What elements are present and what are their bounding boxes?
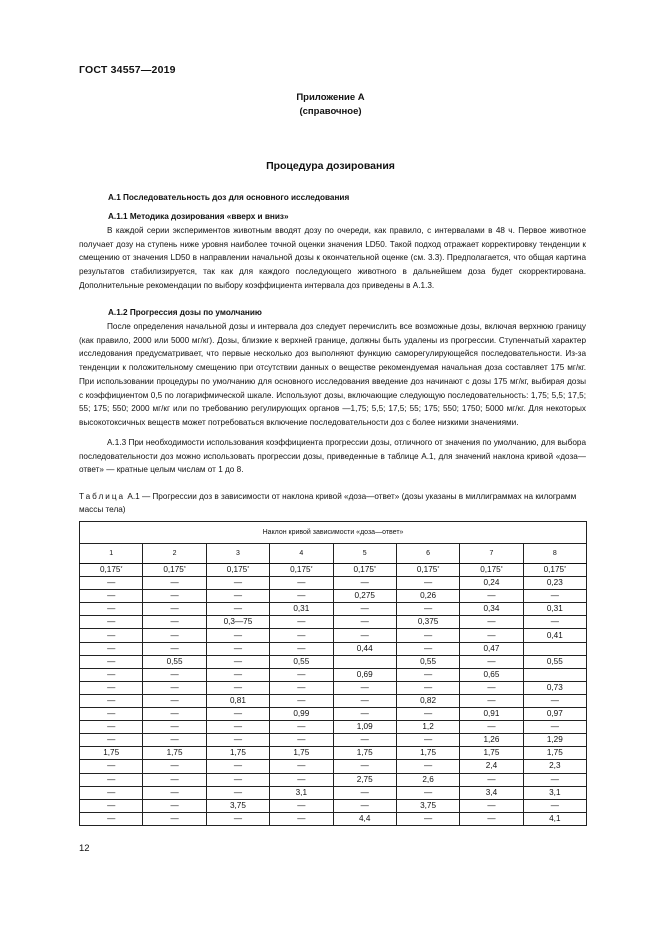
- table-cell: —: [80, 603, 143, 616]
- table-cell: 1,75: [396, 747, 459, 760]
- table-cell: [333, 655, 396, 668]
- table-cell: 0,73: [523, 681, 586, 694]
- table-cell: —: [270, 734, 333, 747]
- table-cell: [333, 564, 396, 577]
- table-cell: —: [523, 590, 586, 603]
- table-cell: —: [143, 694, 206, 707]
- table-cell: —: [523, 616, 586, 629]
- table-cell: —: [206, 786, 269, 799]
- table-cell: —: [206, 681, 269, 694]
- table-cell: 0,23: [523, 577, 586, 590]
- table-cell: —: [396, 708, 459, 721]
- table-cell: —: [80, 655, 143, 668]
- table-cell: —: [143, 642, 206, 655]
- table-cell: —: [523, 773, 586, 786]
- table-cell: —: [333, 760, 396, 773]
- table-cell: —: [333, 577, 396, 590]
- table-cell: —: [80, 590, 143, 603]
- table-row: [80, 812, 587, 825]
- table-row: [80, 577, 587, 590]
- table-cell: —: [206, 577, 269, 590]
- table-cell: —: [80, 799, 143, 812]
- table-column-number: 2: [143, 544, 206, 564]
- table-cell: —: [206, 590, 269, 603]
- table-cell: —: [460, 655, 523, 668]
- table-cell: 0,99: [270, 708, 333, 721]
- table-cell: —: [396, 681, 459, 694]
- table-cell: —: [143, 734, 206, 747]
- procedure-title: Процедура дозирования: [266, 160, 395, 172]
- table-cell: —: [396, 760, 459, 773]
- table-cell: 0,275: [333, 590, 396, 603]
- annex-subtitle: (справочное): [299, 106, 362, 117]
- table-cell: 2,3: [523, 760, 586, 773]
- table-cell: —: [270, 577, 333, 590]
- table-cell: —: [206, 812, 269, 825]
- section-a12-heading: А.1.2 Прогрессия дозы по умолчанию: [108, 308, 262, 317]
- table-cell: —: [206, 760, 269, 773]
- table-cell: —: [333, 708, 396, 721]
- cell-value: 0,175: [290, 565, 311, 575]
- table-cell: —: [143, 721, 206, 734]
- table-row: [80, 616, 587, 629]
- table-cell: —: [270, 773, 333, 786]
- table-group-header-row: [80, 522, 587, 544]
- table-first-row: [80, 564, 587, 577]
- table-cell: —: [333, 616, 396, 629]
- table-cell: —: [80, 773, 143, 786]
- table-cell: 2,4: [460, 760, 523, 773]
- table-cell: 0,3—75: [206, 616, 269, 629]
- table-cell: —: [460, 629, 523, 642]
- table-cell: —: [143, 668, 206, 681]
- table-cell: —: [206, 773, 269, 786]
- table-cell: —: [523, 799, 586, 812]
- table-cell: —: [396, 734, 459, 747]
- table-row: [80, 590, 587, 603]
- table-cell: 0,26: [396, 590, 459, 603]
- table-cell: —: [206, 629, 269, 642]
- cell-value: 0,175: [226, 565, 248, 575]
- table-cell: —: [143, 577, 206, 590]
- table-cell: 0,55: [523, 655, 586, 668]
- table-cell: —: [460, 721, 523, 734]
- table-cell: —: [460, 799, 523, 812]
- cell-value: 0,175: [163, 565, 184, 575]
- table-cell: —: [80, 694, 143, 707]
- table-cell: —: [80, 616, 143, 629]
- table-cell: 2,75: [333, 773, 396, 786]
- table-cell: —: [206, 642, 269, 655]
- table-row: [80, 642, 587, 655]
- table-cell: —: [460, 681, 523, 694]
- table-cell: —: [143, 760, 206, 773]
- table-cell: 0,44: [333, 642, 396, 655]
- footnote-mark: *: [120, 566, 123, 573]
- table-row: [80, 668, 587, 681]
- table-cell: [523, 668, 586, 681]
- paragraph-a11: В каждой серии экспериментов животным вводят дозу по очереди, как правило, с интервалами в 48 ч. Первое животное получает дозу на ступень ниже уровня наиболее точной оценки значения LD50. Такой подход отражает корректировку тенденции к смещению от значения LD50 в направлении начальной дозы к окончательной оценке (см. 3.3). Предполагается, что общая картина результатов стабилизируется, так как для каждого последующего животного в дальнейшем доза будет скорректирована. Дополнительные рекомендации по выбору коэффициента интервала доз приведены в А.1.3.: [79, 226, 586, 290]
- table-cell: —: [333, 681, 396, 694]
- table-row: [80, 799, 587, 812]
- table-cell: —: [80, 708, 143, 721]
- table-cell: —: [206, 603, 269, 616]
- table-row: [80, 747, 587, 760]
- table-cell: —: [396, 577, 459, 590]
- table-cell: —: [270, 694, 333, 707]
- table-cell: 1,75: [270, 747, 333, 760]
- table-cell: —: [80, 577, 143, 590]
- table-cell: —: [270, 616, 333, 629]
- table-cell: —: [333, 603, 396, 616]
- table-cell: 0,55: [143, 655, 206, 668]
- table-row: [80, 786, 587, 799]
- table-cell: —: [333, 799, 396, 812]
- table-cell: —: [333, 694, 396, 707]
- page-number: 12: [79, 843, 90, 854]
- table-cell: —: [460, 590, 523, 603]
- table-cell: —: [80, 786, 143, 799]
- table-cell: —: [206, 708, 269, 721]
- table-cell: [460, 564, 523, 577]
- table-cell: —: [270, 799, 333, 812]
- table-cell: —: [396, 668, 459, 681]
- paragraph-a12: После определения начальной дозы и интервала доз следует перечислить все возможные дозы, включая верхнюю границу (как правило, 2000 или 5000 мг/кг). Дозы, близкие к верхней границе, должны быть удалены из прогрессии. Ступенчатый характер исследования предусматривает, что первые несколько доз выполняют функцию саморегулирующейся последовательности. Из-за тенденции к положительному смещению при отсутствии данных о веществе рекомендуемая начальная доза составляет 175 мг/кг. При использовании процедуры по умолчанию для основного исследования введение доз начинают с дозы 175 мг/кг, выбирая дозы с коэффициентом 0,5 по логарифмической шкале. Используют дозы, включающие следующую последовательность: 1,75; 5,5; 17,5; 55; 175; 550; 2000 мг/кг или по требованию регулирующих органов —1,75; 5,5; 17,5; 55; 175; 550; 1750; 5000 мг/кг. Для некоторых высокотоксичных веществ может потребоваться включение последовательности доз с более низкими значениями.: [79, 322, 586, 427]
- table-cell: 1,29: [523, 734, 586, 747]
- table-cell: [270, 564, 333, 577]
- table-caption-label: Таблица: [79, 492, 126, 501]
- table-cell: 0,55: [270, 655, 333, 668]
- table-column-number: 4: [270, 544, 333, 564]
- dose-progression-table: [79, 521, 587, 826]
- table-cell: —: [460, 694, 523, 707]
- table-column-number-row: [80, 544, 587, 564]
- table-row: [80, 603, 587, 616]
- table-cell: —: [270, 668, 333, 681]
- table-cell: —: [80, 734, 143, 747]
- table-cell: —: [80, 642, 143, 655]
- footnote-mark: *: [564, 566, 567, 573]
- table-caption: [79, 490, 589, 516]
- table-cell: 0,82: [396, 694, 459, 707]
- footnote-mark: *: [500, 566, 503, 573]
- table-cell: —: [80, 760, 143, 773]
- table-cell: 1,2: [396, 721, 459, 734]
- table-cell: 0,69: [333, 668, 396, 681]
- table-cell: 0,31: [270, 603, 333, 616]
- table-cell: 1,75: [206, 747, 269, 760]
- cell-value: 0,175: [353, 565, 374, 575]
- table-cell: 0,31: [523, 603, 586, 616]
- table-cell: [206, 564, 269, 577]
- table-cell: 0,24: [460, 577, 523, 590]
- table-cell: —: [270, 642, 333, 655]
- table-cell: —: [460, 773, 523, 786]
- table-row: [80, 734, 587, 747]
- table-cell: 3,4: [460, 786, 523, 799]
- table-cell: 0,375: [396, 616, 459, 629]
- table-cell: 1,75: [143, 747, 206, 760]
- table-cell: —: [270, 590, 333, 603]
- table-cell: —: [460, 812, 523, 825]
- table-cell: 0,55: [396, 655, 459, 668]
- table-cell: —: [270, 681, 333, 694]
- table-cell: —: [143, 708, 206, 721]
- table-cell: 3,75: [206, 799, 269, 812]
- cell-value: 0,175: [416, 565, 438, 575]
- table-row: [80, 773, 587, 786]
- table-row: [80, 655, 587, 668]
- table-cell: 0,91: [460, 708, 523, 721]
- table-column-number: 8: [523, 544, 586, 564]
- table-cell: —: [206, 668, 269, 681]
- table-cell: —: [80, 668, 143, 681]
- table-cell: —: [396, 786, 459, 799]
- table-cell: 0,47: [460, 642, 523, 655]
- table-cell: [80, 564, 143, 577]
- table-cell: —: [333, 629, 396, 642]
- annex-title: Приложение А: [296, 92, 365, 103]
- table-cell: —: [523, 694, 586, 707]
- table-cell: 1,75: [460, 747, 523, 760]
- table-cell: —: [143, 590, 206, 603]
- footnote-mark: *: [373, 566, 376, 573]
- table-cell: —: [270, 721, 333, 734]
- table-cell: —: [206, 734, 269, 747]
- table-cell: [523, 564, 586, 577]
- table-cell: 1,75: [333, 747, 396, 760]
- table-cell: —: [143, 799, 206, 812]
- table-cell: —: [143, 786, 206, 799]
- table-column-number: 7: [460, 544, 523, 564]
- cell-value: 0,175: [480, 565, 501, 575]
- footnote-mark: *: [310, 566, 313, 573]
- table-column-number: 1: [80, 544, 143, 564]
- table-row: [80, 721, 587, 734]
- table-cell: 2,6: [396, 773, 459, 786]
- table-cell: —: [143, 812, 206, 825]
- table-cell: —: [396, 812, 459, 825]
- table-row: [80, 708, 587, 721]
- table-cell: —: [333, 786, 396, 799]
- table-column-number: 5: [333, 544, 396, 564]
- table-cell: —: [523, 721, 586, 734]
- table-row: [80, 629, 587, 642]
- table-cell: —: [143, 681, 206, 694]
- table-cell: [396, 564, 459, 577]
- table-cell: 3,1: [523, 786, 586, 799]
- table-cell: —: [270, 760, 333, 773]
- table-cell: 0,41: [523, 629, 586, 642]
- table-cell: —: [396, 629, 459, 642]
- table-cell: —: [270, 629, 333, 642]
- table-cell: 0,65: [460, 668, 523, 681]
- table-caption-text: А.1 — Прогрессии доз в зависимости от наклона кривой «доза—ответ» (дозы указаны в миллиграммах на килограмм массы тела): [79, 492, 577, 514]
- footnote-mark: *: [437, 566, 440, 573]
- table-cell: —: [143, 773, 206, 786]
- table-cell: —: [80, 812, 143, 825]
- table-cell: —: [396, 603, 459, 616]
- table-group-header: Наклон кривой зависимости «доза—ответ»: [80, 522, 587, 544]
- table-row: [80, 760, 587, 773]
- table-cell: —: [80, 681, 143, 694]
- table-cell: —: [460, 616, 523, 629]
- table-cell: —: [143, 616, 206, 629]
- table-cell: 1,09: [333, 721, 396, 734]
- table-cell: —: [206, 721, 269, 734]
- table-cell: —: [80, 721, 143, 734]
- table-cell: —: [396, 642, 459, 655]
- table-cell: [143, 564, 206, 577]
- footnote-mark: *: [183, 566, 186, 573]
- cell-value: 0,175: [99, 565, 121, 575]
- section-a1-heading: А.1 Последовательность доз для основного исследования: [108, 193, 350, 202]
- table-cell: —: [270, 812, 333, 825]
- table-cell: —: [143, 629, 206, 642]
- table-cell: —: [333, 734, 396, 747]
- table-cell: —: [80, 629, 143, 642]
- table-cell: 1,26: [460, 734, 523, 747]
- table-cell: 4,4: [333, 812, 396, 825]
- paragraph-a13: А.1.3 При необходимости использования коэффициента прогрессии дозы, отличного от значения по умолчанию, для выбора последовательности доз можно использовать прогрессии дозы, приведенные в таблице А.1, для значений наклона кривой «доза—ответ» — кратные целым числам от 1 до 8.: [79, 438, 586, 475]
- table-cell: 1,75: [523, 747, 586, 760]
- table-cell: 3,75: [396, 799, 459, 812]
- table-cell: 0,34: [460, 603, 523, 616]
- table-cell: 4,1: [523, 812, 586, 825]
- document-header: ГОСТ 34557—2019: [79, 64, 176, 76]
- table-cell: 0,97: [523, 708, 586, 721]
- section-a11-heading: А.1.1 Методика дозирования «вверх и вниз»: [108, 212, 289, 221]
- table-row: [80, 681, 587, 694]
- table-cell: —: [143, 603, 206, 616]
- table-cell: —: [206, 655, 269, 668]
- cell-value: 0,175: [543, 565, 565, 575]
- footnote-mark: *: [247, 566, 250, 573]
- table-column-number: 3: [206, 544, 269, 564]
- table-cell: 1,75: [80, 747, 143, 760]
- table-cell: 3,1: [270, 786, 333, 799]
- table-column-number: 6: [396, 544, 459, 564]
- table-cell: 0,81: [206, 694, 269, 707]
- table-row: [80, 694, 587, 707]
- table-cell: [523, 642, 586, 655]
